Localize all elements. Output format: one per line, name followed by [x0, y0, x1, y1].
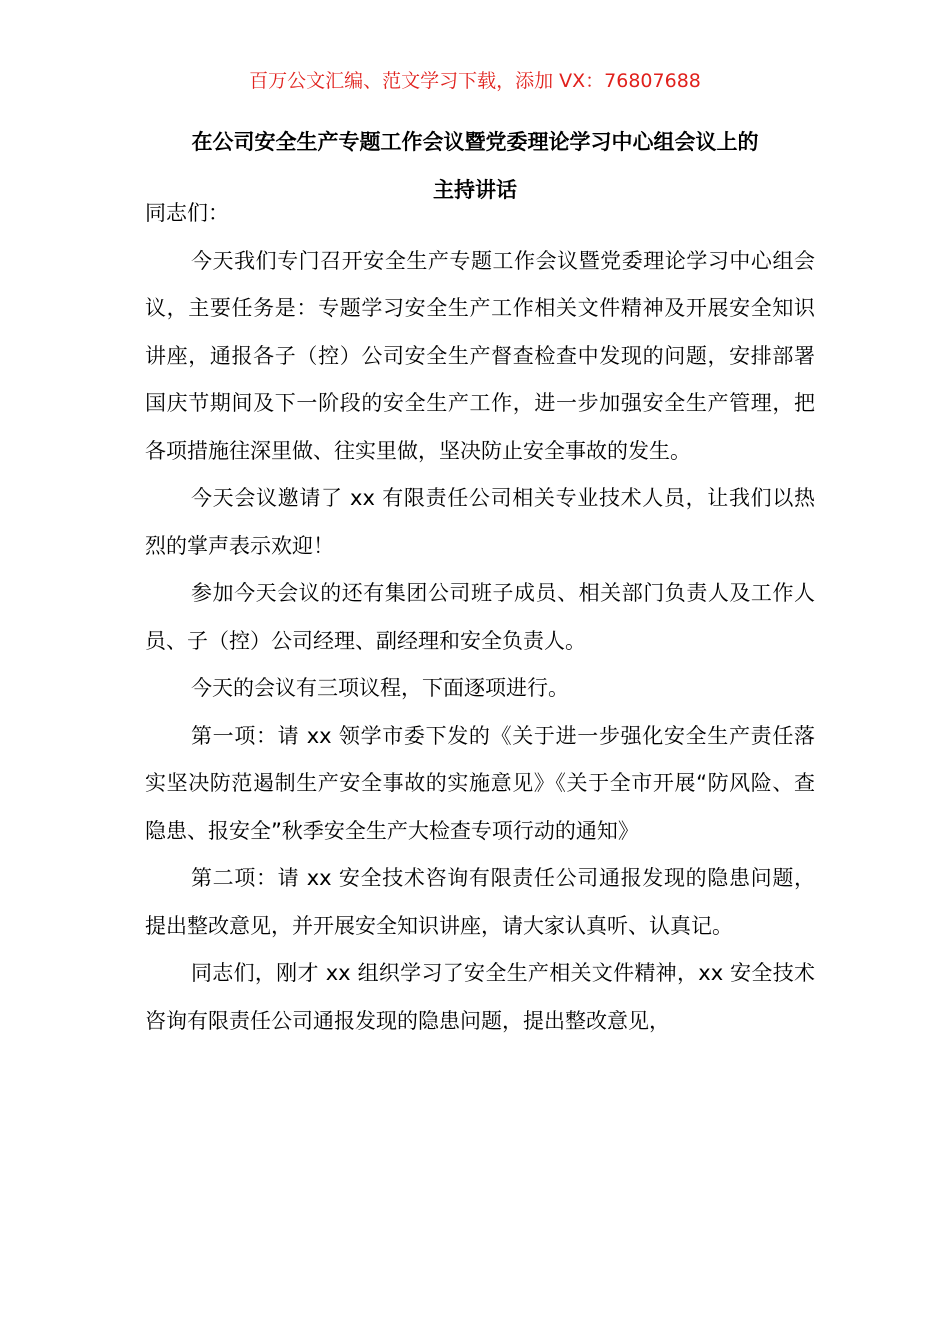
header-note: 百万公文汇编、范文学习下载，添加 VX：76807688	[249, 70, 701, 92]
paragraph-item-two: 第二项：请 xx 安全技术咨询有限责任公司通报发现的隐患问题，提出整改意见，并开展安全知识讲座，请大家认真听、认真记。	[145, 866, 815, 938]
document-title-line-2: 主持讲话	[433, 178, 517, 202]
document-body	[145, 190, 815, 1045]
paragraph-opening: 今天我们专门召开安全生产专题工作会议暨党委理论学习中心组会议，主要任务是：专题学习安全生产工作相关文件精神及开展安全知识讲座，通报各子（控）公司安全生产督查检查中发现的问题，安排部署国庆节期间及下一阶段的安全生产工作，进一步加强安全生产管理，把各项措施往深里做、往实里做，坚决防止安全事故的发生。	[145, 248, 815, 463]
paragraph-item-one: 第一项：请 xx 领学市委下发的《关于进一步强化安全生产责任落实坚决防范遏制生产安全事故的实施意见》《关于全市开展“防风险、查隐患、报安全”秋季安全生产大检查专项行动的通知》	[145, 723, 815, 843]
document-title-line-1: 在公司安全生产专题工作会议暨党委理论学习中心组会议上的	[191, 130, 759, 154]
paragraph-summary: 同志们，刚才 xx 组织学习了安全生产相关文件精神，xx 安全技术咨询有限责任公司通报发现的隐患问题，提出整改意见，	[145, 961, 815, 1033]
paragraph-welcome: 今天会议邀请了 xx 有限责任公司相关专业技术人员，让我们以热烈的掌声表示欢迎！	[145, 486, 815, 558]
paragraph-agenda: 今天的会议有三项议程，下面逐项进行。	[191, 676, 569, 700]
salutation: 同志们：	[145, 201, 229, 225]
paragraph-attendees: 参加今天会议的还有集团公司班子成员、相关部门负责人及工作人员、子（控）公司经理、副经理和安全负责人。	[145, 581, 815, 653]
